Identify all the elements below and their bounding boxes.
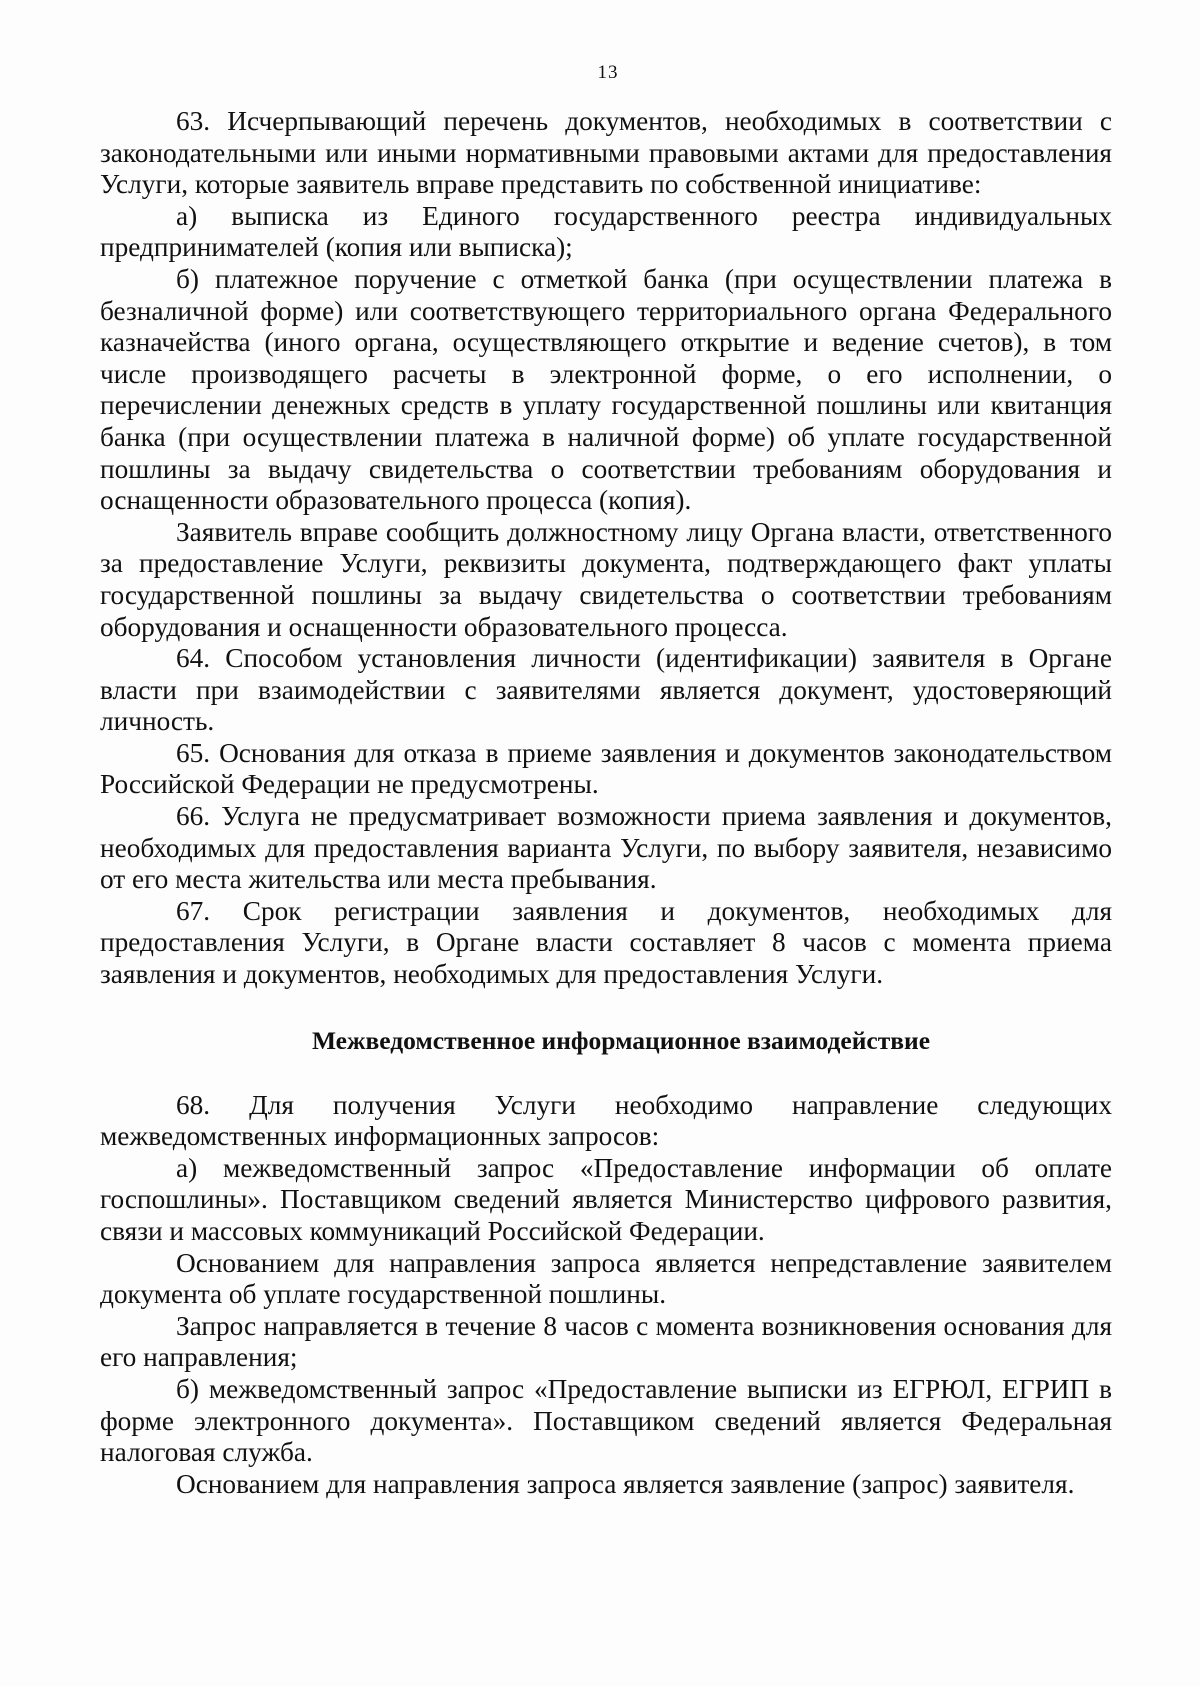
section-heading: Межведомственное информационное взаимодействие bbox=[311, 1025, 931, 1055]
paragraph-request-timing: Запрос направляется в течение 8 часов с момента возникновения основания для его направления; bbox=[100, 1310, 1112, 1373]
paragraph-66: 66. Услуга не предусматривает возможности приема заявления и документов, необходимых для предоставления варианта Услуги, по выбору заявителя, независимо от его места жительства или места пребывания. bbox=[100, 801, 1112, 895]
paragraph-68b: б) межведомственный запрос «Предоставление выписки из ЕГРЮЛ, ЕГРИП в форме электронного документа». Поставщиком сведений является Федеральная налоговая служба. bbox=[100, 1373, 1112, 1468]
paragraph-65: 65. Основания для отказа в приеме заявления и документов законодательством Российской Федерации не предусмотрены. bbox=[100, 737, 1112, 800]
paragraph-63: 63. Исчерпывающий перечень документов, необходимых в соответствии с законодательными или иными нормативными правовыми актами для предоставления Услуги, которые заявитель вправе представить по собственной инициативе: bbox=[100, 106, 1112, 200]
paragraph-67: 67. Срок регистрации заявления и документов, необходимых для предоставления Услуги, в Органе власти составляет 8 часов с момента приема заявления и документов, необходимых для предоставления Услуги. bbox=[100, 895, 1112, 990]
paragraph-63b: б) платежное поручение с отметкой банка (при осуществлении платежа в безналичной форме) или соответствующего территориального органа Федерального казначейства (иного органа, осуществляющего открытие и ведение счетов), в том числе производящего расчеты в электронной форме, о его исполнении, о перечислении денежных средств в уплату государственной пошлины или квитанция банка (при осуществлении платежа в наличной форме) об уплате государственной пошлины за выдачу свидетельства о соответствии требованиям оборудования и оснащенности образовательного процесса (копия). bbox=[100, 263, 1112, 516]
page-number: 13 bbox=[597, 62, 619, 83]
paragraph-applicant-right: Заявитель вправе сообщить должностному лицу Органа власти, ответственного за предоставление Услуги, реквизиты документа, подтверждающего факт уплаты государственной пошлины за выдачу свидетельства о соответствии требованиям оборудования и оснащенности образовательного процесса. bbox=[100, 516, 1112, 642]
document-body bbox=[100, 106, 1112, 1500]
paragraph-request-basis-1: Основанием для направления запроса является непредставление заявителем документа об уплате государственной пошлины. bbox=[100, 1247, 1112, 1310]
paragraph-68: 68. Для получения Услуги необходимо направление следующих межведомственных информационных запросов: bbox=[100, 1089, 1112, 1152]
paragraph-request-basis-2: Основанием для направления запроса является заявление (запрос) заявителя. bbox=[176, 1468, 1075, 1499]
paragraph-64: 64. Способом установления личности (идентификации) заявителя в Органе власти при взаимодействии с заявителями является документ, удостоверяющий личность. bbox=[100, 643, 1112, 737]
paragraph-63a: а) выписка из Единого государственного реестра индивидуальных предпринимателей (копия или выписка); bbox=[100, 200, 1112, 263]
paragraph-68a: а) межведомственный запрос «Предоставление информации об оплате госпошлины». Поставщиком сведений является Министерство цифрового развития, связи и массовых коммуникаций Российской Федерации. bbox=[100, 1152, 1112, 1246]
